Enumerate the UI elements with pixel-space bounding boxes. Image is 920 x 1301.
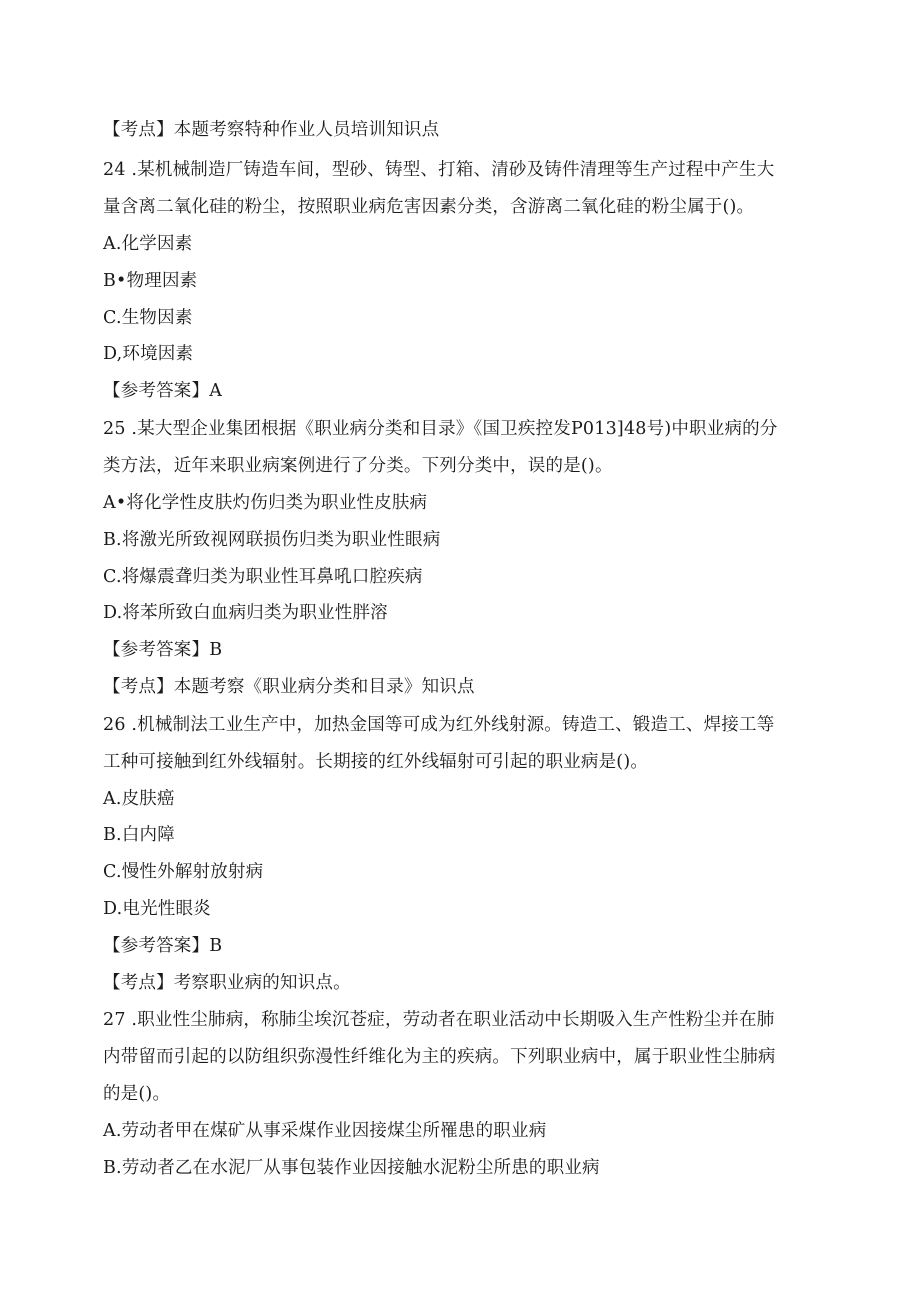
q27-option-b: B.劳动者乙在水泥厂从事包装作业因接触水泥粉尘所患的职业病 xyxy=(103,1158,600,1178)
q24-option-a: A.化学因素 xyxy=(103,234,193,254)
q25-kaodian: 【考点】本题考察《职业病分类和目录》知识点 xyxy=(103,677,475,697)
q25-answer: 【参考答案】B xyxy=(103,640,223,660)
question-27-line-2: 内带留而引起的以防组织弥漫性纤维化为主的疾病。下列职业病中，属于职业性尘肺病 xyxy=(103,1047,776,1067)
q26-option-b: B.白内障 xyxy=(103,825,175,845)
question-24-line-2: 量含离二氧化硅的粉尘，按照职业病危害因素分类，含游离二氧化硅的粉尘属于()。 xyxy=(103,197,755,217)
q26-option-d: D.电光性眼炎 xyxy=(103,899,211,919)
q26-answer: 【参考答案】B xyxy=(103,936,223,956)
q27-option-a: A.劳动者甲在煤矿从事采煤作业因接煤尘所罹患的职业病 xyxy=(103,1121,547,1141)
q25-option-c: C.将爆震聋归类为职业性耳鼻吼口腔疾病 xyxy=(103,567,423,587)
q26-option-a: A.皮肤癌 xyxy=(103,789,175,809)
q25-option-d: D.将苯所致白血病归类为职业性胖溶 xyxy=(103,603,388,623)
question-27-line-1: 27 .职业性尘肺病，称肺尘埃沉苍症，劳动者在职业活动中长期吸入生产性粉尘并在肺 xyxy=(103,1010,775,1030)
question-25-line-1: 25 .某大型企业集团根据《职业病分类和目录》《国卫疾控发P013]48号)中职业病的分 xyxy=(103,419,778,439)
question-27-line-3: 的是()。 xyxy=(103,1084,171,1104)
question-26-line-1: 26 .机械制法工业生产中，加热金国等可成为红外线射源。铸造工、锻造工、焊接工等 xyxy=(103,715,775,735)
q24-option-c: C.生物因素 xyxy=(103,308,193,328)
q25-option-a: A•将化学性皮肤灼伤归类为职业性皮肤病 xyxy=(103,493,428,513)
line-kaodian-23: 【考点】本题考察特种作业人员培训知识点 xyxy=(103,120,440,140)
q26-kaodian: 【考点】考察职业病的知识点。 xyxy=(103,973,351,993)
q25-option-b: B.将激光所致视网联损伤归类为职业性眼病 xyxy=(103,530,441,550)
question-26-line-2: 工种可接触到红外线辐射。长期接的红外线辐射可引起的职业病是()。 xyxy=(103,752,649,772)
q24-answer: 【参考答案】A xyxy=(103,381,223,401)
q26-option-c: C.慢性外解射放射病 xyxy=(103,862,264,882)
q24-option-b: B•物理因素 xyxy=(103,271,198,291)
question-25-line-2: 类方法，近年来职业病案例进行了分类。下列分类中，误的是()。 xyxy=(103,456,613,476)
question-24-line-1: 24 .某机械制造厂铸造车间，型砂、铸型、打箱、清砂及铸件清理等生产过程中产生大 xyxy=(103,160,775,180)
q24-option-d: D,环境因素 xyxy=(103,344,194,364)
